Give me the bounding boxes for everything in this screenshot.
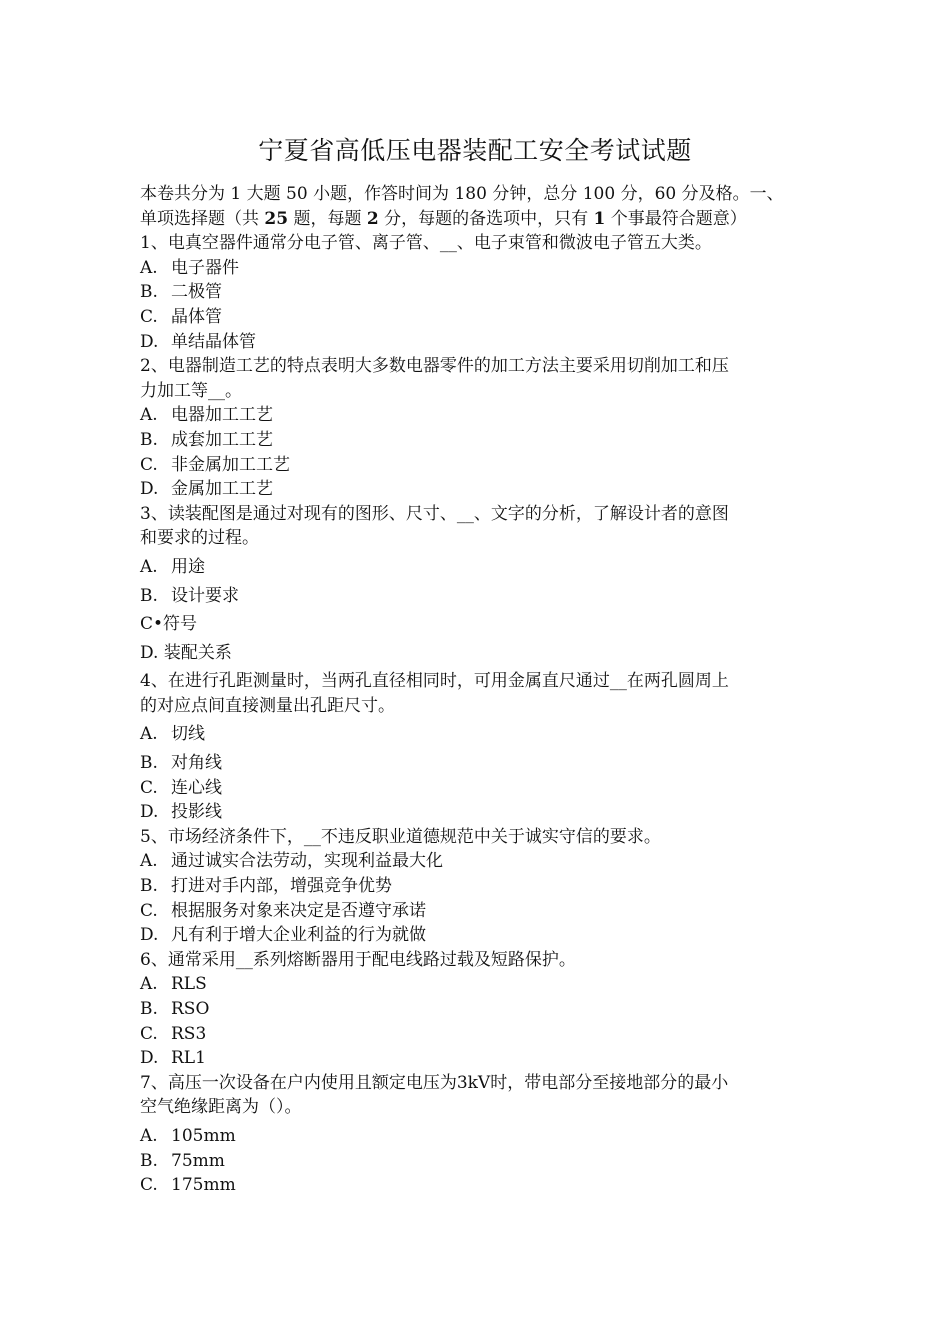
option-item [140, 330, 805, 355]
option-letter: B. [140, 429, 158, 450]
option-letter: A. [140, 405, 158, 426]
option-letter: C. [140, 454, 158, 475]
option-item [140, 1046, 805, 1071]
option-item [140, 641, 805, 666]
option-text: 105mm [171, 1125, 236, 1146]
option-item [140, 1149, 805, 1174]
option-letter: B. [140, 585, 158, 606]
option-text: 通过诚实合法劳动，实现利益最大化 [171, 851, 443, 872]
option-item [140, 776, 805, 801]
option-text: 非金属加工工艺 [171, 454, 290, 475]
question-stem: 的对应点间直接测量出孔距尺寸。 [140, 695, 395, 716]
option-letter: A. [140, 257, 158, 278]
question-stem: 2、电器制造工艺的特点表明大多数电器零件的加工方法主要采用切削加工和压 [140, 356, 729, 377]
option-text: 打进对手内部，增强竞争优势 [171, 876, 392, 897]
option-text: 175mm [171, 1175, 236, 1196]
option-text: 对角线 [171, 753, 222, 774]
option-text: RLS [171, 974, 207, 995]
question-stem: 7、高压一次设备在户内使用且额定电压为3kV时，带电部分至接地部分的最小 [140, 1072, 729, 1093]
option-item [140, 428, 805, 453]
question-stem: 空气绝缘距离为（）。 [140, 1097, 302, 1118]
question-stem: 和要求的过程。 [140, 528, 259, 549]
option-letter: B. [140, 876, 158, 897]
option-item [140, 997, 805, 1022]
option-letter: A. [140, 1125, 158, 1146]
question-stem: 4、在进行孔距测量时，当两孔直径相同时，可用金属直尺通过__在两孔圆周上 [140, 671, 729, 692]
option-item [140, 453, 805, 478]
option-letter: C. [140, 306, 158, 327]
option-letter: A. [140, 556, 158, 577]
option-item [140, 1124, 805, 1149]
option-item [140, 1022, 805, 1047]
option-item [140, 923, 805, 948]
option-letter: C• [140, 614, 164, 635]
option-text: RS3 [171, 1023, 207, 1044]
option-letter: C. [140, 1175, 158, 1196]
option-item [140, 1173, 805, 1198]
option-item [140, 403, 805, 428]
question-stem: 6、通常采用__系列熔断器用于配电线路过载及短路保护。 [140, 949, 576, 970]
question-stem: 3、读装配图是通过对现有的图形、尺寸、__、文字的分析，了解设计者的意图 [140, 503, 729, 524]
option-item [140, 555, 805, 580]
option-letter: B. [140, 753, 158, 774]
option-item [140, 280, 805, 305]
option-letter: B. [140, 999, 158, 1019]
option-text: 二极管 [171, 282, 222, 303]
option-item [140, 874, 805, 899]
option-text: RL1 [171, 1048, 206, 1069]
option-letter: A. [140, 724, 158, 745]
option-letter: B. [140, 1150, 158, 1171]
option-text: 凡有利于增大企业利益的行为就做 [171, 925, 426, 946]
option-item [140, 256, 805, 281]
document-body [140, 182, 805, 1198]
option-text: 用途 [171, 556, 205, 577]
option-text: 切线 [171, 724, 205, 745]
option-text: 成套加工工艺 [171, 429, 273, 450]
option-letter: D. [140, 331, 159, 352]
option-text: 投影线 [171, 802, 222, 823]
option-item [140, 305, 805, 330]
option-letter: D. [140, 1048, 159, 1069]
option-letter: D. [140, 925, 159, 946]
option-item [140, 584, 805, 609]
option-text: 符号 [163, 614, 198, 635]
option-letter: C. [140, 1023, 158, 1044]
option-text: 75mm [171, 1150, 225, 1171]
option-letter: D. [140, 642, 159, 663]
option-letter: B. [140, 282, 158, 303]
option-item [140, 972, 805, 997]
question-stem: 力加工等__。 [140, 380, 242, 401]
option-letter: D. [140, 802, 159, 823]
option-text: RSO [171, 999, 210, 1019]
option-item [140, 722, 805, 747]
option-letter: A. [140, 974, 158, 995]
option-letter: C. [140, 777, 158, 798]
document-title: 宁夏省高低压电器装配工安全考试试题 [258, 136, 692, 165]
option-item [140, 800, 805, 825]
option-text: 连心线 [171, 777, 222, 798]
intro-line-1: 本卷共分为 1 大题 50 小题，作答时间为 180 分钟，总分 100 分，60 分及格。一、 [140, 184, 784, 204]
option-text: 电子器件 [171, 257, 239, 278]
option-item [140, 849, 805, 874]
option-text: 晶体管 [171, 306, 222, 327]
option-letter: A. [140, 851, 158, 872]
option-text: 设计要求 [171, 585, 239, 606]
option-item [140, 751, 805, 776]
option-item [140, 612, 805, 637]
option-item [140, 899, 805, 924]
option-text: 单结晶体管 [171, 331, 256, 352]
option-item [140, 477, 805, 502]
option-text: 根据服务对象来决定是否遵守承诺 [171, 900, 426, 921]
option-text: 金属加工工艺 [171, 479, 273, 500]
option-letter: C. [140, 900, 158, 921]
question-stem: 1、电真空器件通常分电子管、离子管、__、电子束管和微波电子管五大类。 [140, 233, 712, 254]
option-text: 电器加工工艺 [171, 405, 273, 426]
question-stem: 5、市场经济条件下，__不违反职业道德规范中关于诚实守信的要求。 [140, 826, 661, 847]
intro-line-2: 单项选择题（共 25 题，每题 2 分，每题的备选项中，只有 1 个事最符合题意） [140, 208, 747, 229]
option-letter: D. [140, 479, 159, 500]
option-text: 装配关系 [163, 642, 232, 663]
